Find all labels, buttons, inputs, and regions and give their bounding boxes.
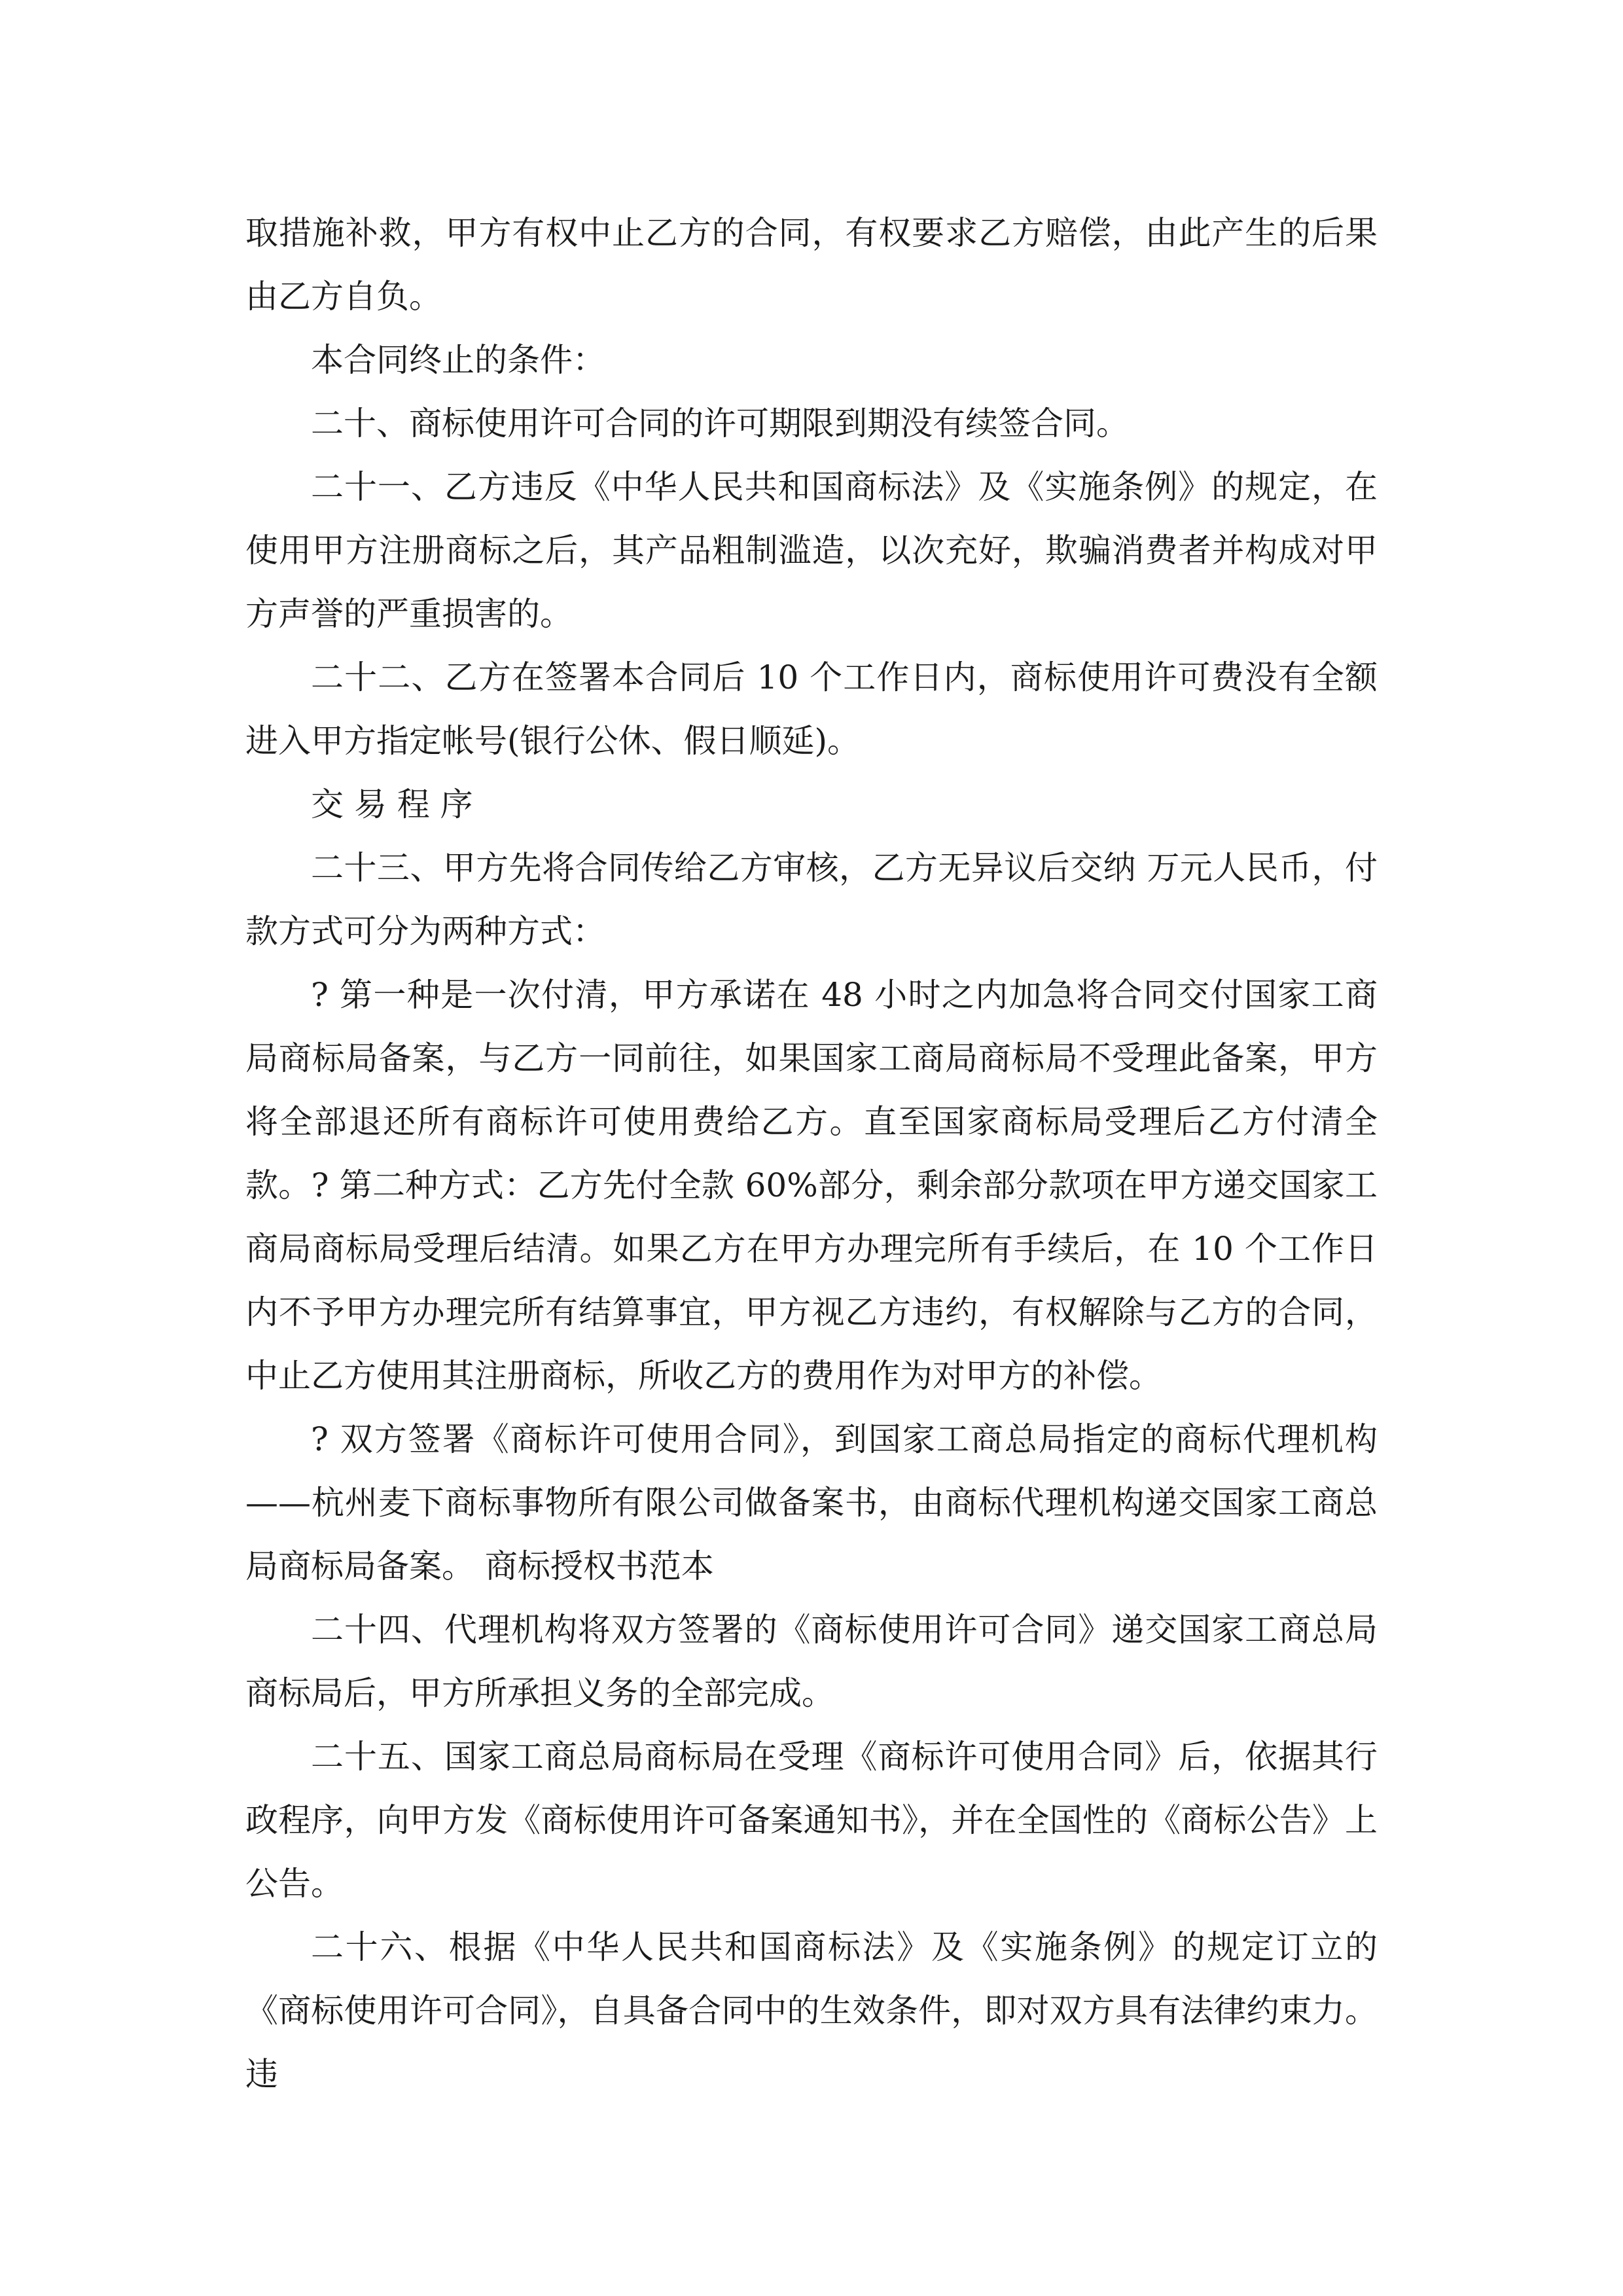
- document-body: [245, 202, 1378, 2106]
- paragraph-termination-heading: 本合同终止的条件：: [311, 341, 605, 379]
- paragraph-clause-26: 二十六、根据《中华人民共和国商标法》及《实施条例》的规定订立的《商标使用许可合同》，自具备合同中的生效条件，即对双方具有法律约束力。违: [245, 1928, 1378, 2093]
- paragraph-filing: ? 双方签署《商标许可使用合同》，到国家工商总局指定的商标代理机构——杭州麦下商标事物所有限公司做备案书，由商标代理机构递交国家工商总局商标局备案。 商标授权书范本: [245, 1420, 1378, 1585]
- paragraph-clause-20: 二十、商标使用许可合同的许可期限到期没有续签合同。: [311, 404, 1129, 442]
- paragraph-clause-23: 二十三、甲方先将合同传给乙方审核，乙方无异议后交纳 万元人民币，付款方式可分为两种方式：: [245, 849, 1378, 950]
- paragraph-clause-25: 二十五、国家工商总局商标局在受理《商标许可使用合同》后，依据其行政程序，向甲方发《商标使用许可备案通知书》，并在全国性的《商标公告》上公告。: [245, 1738, 1378, 1903]
- paragraph-clause-21: 二十一、乙方违反《中华人民共和国商标法》及《实施条例》的规定，在使用甲方注册商标之后，其产品粗制滥造，以次充好，欺骗消费者并构成对甲方声誉的严重损害的。: [245, 468, 1378, 633]
- paragraph-transaction-heading: 交 易 程 序: [311, 785, 473, 823]
- paragraph-payment-methods: ? 第一种是一次付清，甲方承诺在 48 小时之内加急将合同交付国家工商局商标局备案，与乙方一同前往，如果国家工商局商标局不受理此备案，甲方将全部退还所有商标许可使用费给乙方。直至国家商标局受理后乙方付清全款。? 第二种方式：乙方先付全款 60%部分，剩余部分款项在甲方递交国家工商局商标局受理后结清。如果乙方在甲方办理完所有手续后，在 10 个工作日内不予甲方办理完所有结算事宜，甲方视乙方违约，有权解除与乙方的合同，中止乙方使用其注册商标，所收乙方的费用作为对甲方的补偿。: [245, 976, 1378, 1395]
- paragraph-continuation: 取措施补救，甲方有权中止乙方的合同，有权要求乙方赔偿，由此产生的后果由乙方自负。: [245, 214, 1378, 315]
- paragraph-clause-22: 二十二、乙方在签署本合同后 10 个工作日内，商标使用许可费没有全额进入甲方指定帐号(银行公休、假日顺延)。: [245, 658, 1378, 760]
- paragraph-clause-24: 二十四、代理机构将双方签署的《商标使用许可合同》递交国家工商总局商标局后，甲方所承担义务的全部完成。: [245, 1611, 1378, 1712]
